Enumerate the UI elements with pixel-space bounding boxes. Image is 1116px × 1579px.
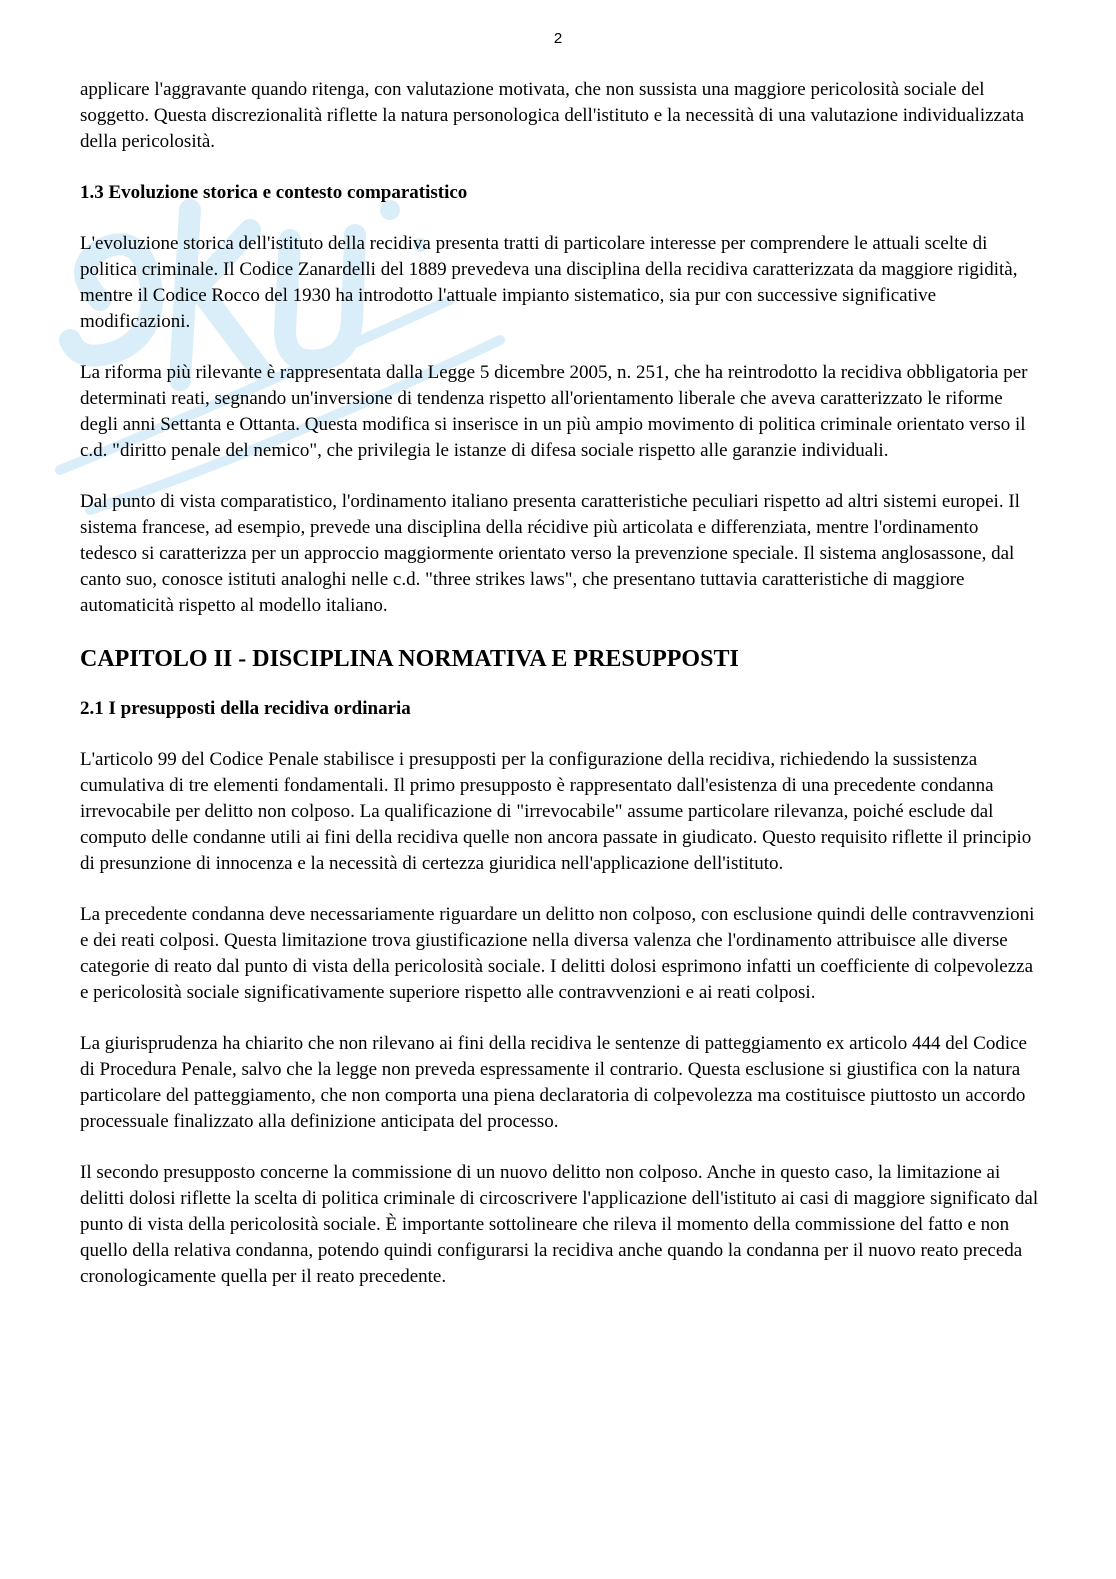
page-number: 2 — [553, 30, 563, 47]
paragraph-riforma-2005: La riforma più rilevante è rappresentata dalla Legge 5 dicembre 2005, n. 251, che ha reintrodotto la recidiva obbligatoria per determinati reati, segnando un'inversione di tendenza rispetto all'orientamento liberale che aveva caratterizzato le riforme degli anni Settanta e Ottanta. Questa modifica si inserisce in un più ampio movimento di politica criminale orientato verso il c.d. "diritto penale del nemico", che privilegia le istanze di difesa sociale rispetto alle garanzie individuali. — [80, 362, 1028, 461]
paragraph-delitto-non-colposo: La precedente condanna deve necessariamente riguardare un delitto non colposo, con esclusione quindi delle contravvenzioni e dei reati colposi. Questa limitazione trova giustificazione nella diversa valenza che l'ordinamento attribuisce alle diverse categorie di reato dal punto di vista della pericolosità sociale. I delitti dolosi esprimono infatti un coefficiente di colpevolezza e pericolosità sociale significativamente superiore rispetto alle contravvenzioni e ai reati colposi. — [80, 904, 1035, 1003]
chapter-heading-2: CAPITOLO II - DISCIPLINA NORMATIVA E PRESUPPOSTI — [80, 646, 739, 672]
paragraph-evoluzione-storica: L'evoluzione storica dell'istituto della recidiva presenta tratti di particolare interesse per comprendere le attuali scelte di politica criminale. Il Codice Zanardelli del 1889 prevedeva una disciplina della recidiva caratterizzata da maggiore rigidità, mentre il Codice Rocco del 1930 ha introdotto l'attuale impianto sistematico, sia pur con successive significative modificazioni. — [80, 233, 1018, 332]
paragraph-comparatistico: Dal punto di vista comparatistico, l'ordinamento italiano presenta caratteristiche peculiari rispetto ad altri sistemi europei. Il sistema francese, ad esempio, prevede una disciplina della récidive più articolata e differenziata, mentre l'ordinamento tedesco si caratterizza per un approccio maggiormente orientato verso la prevenzione speciale. Il sistema anglosassone, dal canto suo, conosce istituti analoghi nelle c.d. "three strikes laws", che presentano tuttavia caratteristiche di maggiore automaticità rispetto al modello italiano. — [80, 491, 1020, 616]
section-heading-2-1: 2.1 I presupposti della recidiva ordinaria — [80, 698, 411, 719]
document-body — [80, 77, 1040, 1315]
paragraph-secondo-presupposto: Il secondo presupposto concerne la commissione di un nuovo delitto non colposo. Anche in questo caso, la limitazione ai delitti dolosi riflette la scelta di politica criminale di circoscrivere l'applicazione dell'istituto ai casi di maggiore significato dal punto di vista della pericolosità sociale. È importante sottolineare che rileva il momento della commissione del fatto e non quello della relativa condanna, potendo quindi configurarsi la recidiva anche quando la condanna per il nuovo reato preceda cronologicamente quella per il reato precedente. — [80, 1162, 1039, 1287]
paragraph-discrezionalita: applicare l'aggravante quando ritenga, con valutazione motivata, che non sussista una maggiore pericolosità sociale del soggetto. Questa discrezionalità riflette la natura personologica dell'istituto e la necessità di una valutazione individualizzata della pericolosità. — [80, 79, 1025, 152]
section-heading-1-3: 1.3 Evoluzione storica e contesto comparatistico — [80, 182, 468, 203]
paragraph-articolo-99: L'articolo 99 del Codice Penale stabilisce i presupposti per la configurazione della recidiva, richiedendo la sussistenza cumulativa di tre elementi fondamentali. Il primo presupposto è rappresentato dall'esistenza di una precedente condanna irrevocabile per delitto non colposo. La qualificazione di "irrevocabile" assume particolare rilevanza, poiché esclude dal computo delle condanne utili ai fini della recidiva quelle non ancora passate in giudicato. Questo requisito riflette il principio di presunzione di innocenza e la necessità di certezza giuridica nell'applicazione dell'istituto. — [80, 749, 1032, 874]
paragraph-patteggiamento: La giurisprudenza ha chiarito che non rilevano ai fini della recidiva le sentenze di patteggiamento ex articolo 444 del Codice di Procedura Penale, salvo che la legge non preveda espressamente il contrario. Questa esclusione si giustifica con la natura particolare del patteggiamento, che non comporta una piena declaratoria di colpevolezza ma costituisce piuttosto un accordo processuale finalizzato alla definizione anticipata del processo. — [80, 1033, 1027, 1132]
